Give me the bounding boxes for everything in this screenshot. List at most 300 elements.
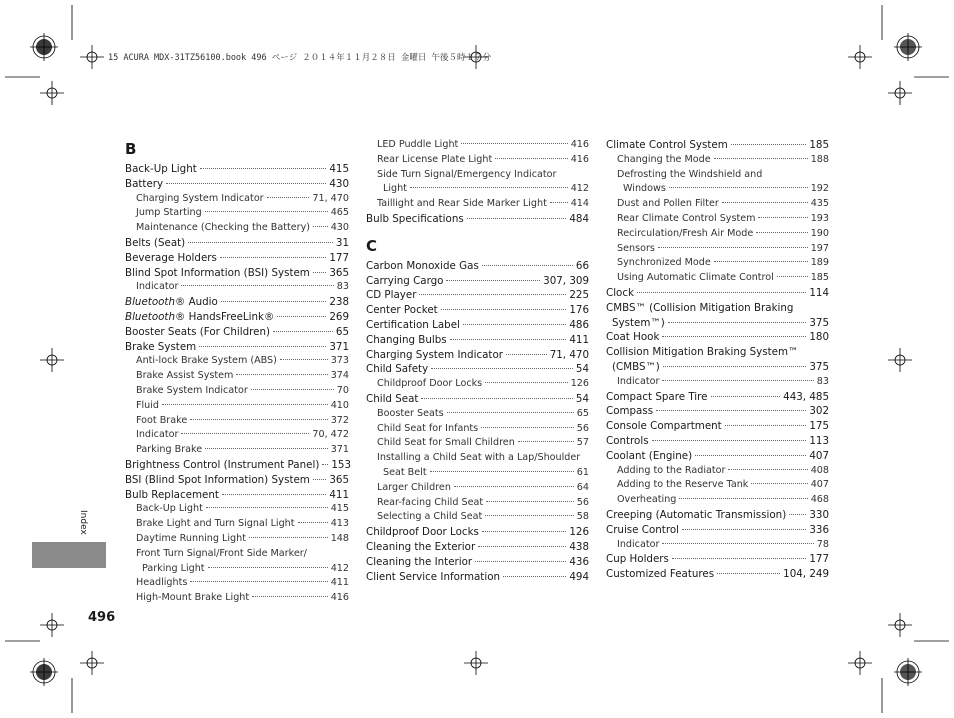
page-reference[interactable]: 302	[809, 405, 829, 418]
entry-term: Collision Mitigation Braking System™	[606, 346, 799, 359]
leader-dots	[481, 427, 574, 428]
leader-dots	[482, 265, 573, 266]
side-tab-label: Index	[78, 510, 88, 535]
entry-term: (CMBS™)	[612, 360, 660, 373]
entry-term-italic: Bluetooth	[125, 310, 175, 323]
section-letter: B	[125, 140, 137, 158]
entry-term: Indicator	[136, 429, 179, 441]
page-reference[interactable]: 468	[810, 494, 829, 506]
entry-term: Headlights	[136, 577, 188, 589]
index-entry[interactable]	[606, 419, 829, 434]
leader-dots	[506, 354, 547, 355]
page-reference[interactable]: 414	[570, 198, 589, 210]
leader-dots	[495, 158, 567, 159]
page-reference[interactable]: 71, 470	[312, 192, 349, 204]
entry-term: Childproof Door Locks	[366, 526, 479, 539]
page-reference[interactable]: 238	[329, 296, 349, 309]
leader-dots	[668, 322, 807, 323]
page-reference[interactable]: 70	[336, 384, 349, 396]
page-reference[interactable]: 443, 485	[783, 390, 829, 403]
entry-term: Console Compartment	[606, 420, 722, 433]
entry-term: Carbon Monoxide Gas	[366, 259, 479, 272]
page-reference[interactable]: 185	[810, 272, 829, 284]
entry-term: Carrying Cargo	[366, 274, 444, 287]
entry-term: Recirculation/Fresh Air Mode	[617, 227, 754, 239]
entry-term: Back-Up Light	[136, 503, 203, 515]
index-subentry[interactable]	[125, 428, 349, 443]
page-reference[interactable]: 412	[330, 562, 349, 574]
index-entry[interactable]	[606, 138, 829, 153]
page-reference[interactable]: 411	[330, 577, 349, 589]
section-letter: C	[366, 236, 378, 255]
page-reference[interactable]: 56	[576, 496, 589, 508]
index-entry[interactable]	[606, 390, 829, 405]
page-reference[interactable]: 148	[330, 532, 349, 544]
page-reference[interactable]: 180	[809, 331, 829, 344]
entry-term: Overheating	[617, 494, 677, 506]
page-reference[interactable]: 438	[569, 540, 589, 553]
page-reference[interactable]: 365	[329, 473, 349, 486]
index-subentry[interactable]	[606, 168, 829, 183]
page-reference[interactable]: 407	[809, 449, 829, 462]
page-reference[interactable]: 177	[809, 553, 829, 566]
leader-dots	[756, 232, 807, 233]
page-reference[interactable]: 192	[810, 183, 829, 195]
leader-dots	[637, 292, 806, 293]
index-entry[interactable]	[125, 251, 349, 266]
index-entry[interactable]	[606, 360, 829, 375]
index-entry[interactable]	[366, 318, 589, 333]
index-subentry[interactable]	[125, 576, 349, 591]
index-entry[interactable]	[606, 523, 829, 538]
page-reference[interactable]: 188	[810, 153, 829, 165]
page-reference[interactable]: 83	[816, 375, 829, 387]
index-entry[interactable]	[125, 310, 349, 325]
page-reference[interactable]: 269	[329, 310, 349, 323]
entry-term: Cup Holders	[606, 553, 669, 566]
index-subentry[interactable]	[125, 532, 349, 547]
page-reference[interactable]: 416	[570, 153, 589, 165]
entry-term: Controls	[606, 434, 649, 447]
page-reference[interactable]: 465	[330, 207, 349, 219]
leader-dots	[322, 464, 328, 465]
page-reference[interactable]: 175	[809, 420, 829, 433]
leader-dots	[199, 346, 326, 347]
page-reference[interactable]: 189	[810, 257, 829, 269]
entry-term: Jump Starting	[136, 207, 202, 219]
index-entry[interactable]	[366, 525, 589, 540]
index-entry[interactable]	[125, 236, 349, 251]
entry-term: BSI (Blind Spot Information) System	[125, 473, 310, 486]
leader-dots	[679, 498, 807, 499]
page-reference[interactable]: 193	[810, 212, 829, 224]
leader-dots	[503, 576, 566, 577]
page-reference[interactable]: 365	[329, 266, 349, 279]
page-reference[interactable]: 375	[809, 316, 829, 329]
index-subentry[interactable]	[606, 242, 829, 257]
index-entry[interactable]	[125, 295, 349, 310]
leader-dots	[518, 441, 574, 442]
index-subentry[interactable]	[366, 407, 589, 422]
index-entry[interactable]	[606, 552, 829, 567]
registration-mark-top-right	[894, 33, 922, 61]
index-subentry[interactable]	[125, 206, 349, 221]
leader-dots	[461, 143, 567, 144]
leader-dots	[252, 596, 328, 597]
index-subentry[interactable]	[125, 443, 349, 458]
leader-dots	[454, 486, 574, 487]
entry-term: Synchronized Mode	[617, 257, 711, 269]
page-reference[interactable]: 413	[330, 518, 349, 530]
entry-term: Installing a Child Seat with a Lap/Shoulder	[377, 452, 581, 464]
entry-term: Battery	[125, 177, 164, 190]
entry-term: Foot Brake	[136, 414, 188, 426]
page-reference[interactable]: 225	[569, 289, 589, 302]
entry-term: Fluid	[136, 399, 160, 411]
index-entry[interactable]	[125, 162, 349, 177]
page-reference[interactable]: 70, 472	[312, 429, 349, 441]
page-reference[interactable]: 54	[575, 392, 589, 405]
index-subentry[interactable]	[125, 517, 349, 532]
entry-term: Anti-lock Brake System (ABS)	[136, 355, 277, 367]
index-entry[interactable]	[606, 449, 829, 464]
entry-term: Cleaning the Interior	[366, 555, 473, 568]
entry-term: System™)	[612, 316, 665, 329]
leader-dots	[475, 561, 566, 562]
index-entry[interactable]	[606, 404, 829, 419]
index-subentry[interactable]	[606, 212, 829, 227]
index-entry[interactable]	[606, 508, 829, 523]
entry-term: Selecting a Child Seat	[377, 511, 483, 523]
leader-dots	[190, 419, 327, 420]
index-subentry[interactable]	[125, 354, 349, 369]
page-reference[interactable]: 408	[810, 464, 829, 476]
index-subentry[interactable]	[606, 464, 829, 479]
page-reference[interactable]: 197	[810, 242, 829, 254]
entry-term: Defrosting the Windshield and	[617, 168, 763, 180]
page-reference[interactable]: 104, 249	[783, 568, 829, 581]
entry-term: Booster Seats	[377, 407, 444, 419]
entry-term: Larger Children	[377, 481, 451, 493]
index-subentry[interactable]	[366, 510, 589, 525]
page-reference[interactable]: 190	[810, 227, 829, 239]
page-reference[interactable]: 430	[330, 222, 349, 234]
index-entry[interactable]	[366, 212, 589, 227]
index-entry[interactable]	[606, 345, 829, 360]
entry-term-rest: ® Audio	[175, 296, 218, 309]
index-entry[interactable]	[366, 555, 589, 570]
page-reference[interactable]: 415	[330, 503, 349, 515]
index-subentry[interactable]	[606, 493, 829, 508]
entry-term: Bulb Replacement	[125, 488, 219, 501]
entry-term: Bulb Specifications	[366, 212, 464, 225]
page-reference[interactable]: 114	[809, 286, 829, 299]
index-subentry[interactable]	[366, 496, 589, 511]
index-entry[interactable]	[606, 330, 829, 345]
leader-dots	[714, 261, 808, 262]
entry-term: Windows	[623, 183, 666, 195]
index-entry[interactable]	[125, 488, 349, 503]
index-subentry[interactable]	[606, 375, 829, 390]
index-entry[interactable]	[366, 259, 589, 274]
entry-term: Back-Up Light	[125, 163, 197, 175]
index-entry[interactable]	[606, 316, 829, 331]
entry-term: CD Player	[366, 289, 417, 302]
entry-term: Dust and Pollen Filter	[617, 198, 719, 210]
registration-mark-bottom-right	[894, 658, 922, 686]
entry-term: Side Turn Signal/Emergency Indicator	[377, 168, 557, 180]
entry-term: Indicator	[617, 538, 660, 550]
index-subentry[interactable]	[606, 271, 829, 286]
page-reference[interactable]: 435	[810, 198, 829, 210]
entry-term: Creeping (Automatic Transmission)	[606, 508, 787, 521]
index-entry[interactable]	[366, 570, 589, 585]
index-subentry[interactable]	[125, 547, 349, 562]
index-subentry[interactable]	[366, 422, 589, 437]
page-reference[interactable]: 54	[575, 363, 589, 376]
entry-term: Client Service Information	[366, 570, 501, 583]
page-reference[interactable]: 57	[576, 437, 589, 449]
page-reference[interactable]: 416	[570, 139, 589, 150]
index-subentry[interactable]	[125, 591, 349, 606]
page-reference[interactable]: 416	[330, 592, 349, 604]
leader-dots	[663, 366, 807, 367]
leader-dots	[181, 285, 333, 286]
page-reference[interactable]: 330	[809, 508, 829, 521]
index-subentry[interactable]	[125, 414, 349, 429]
entry-term: Using Automatic Climate Control	[617, 272, 774, 284]
leader-dots	[410, 187, 568, 188]
index-entry[interactable]	[366, 392, 589, 407]
page-reference[interactable]: 407	[810, 479, 829, 491]
entry-term: Adding to the Radiator	[617, 464, 726, 476]
leader-dots	[166, 183, 326, 184]
leader-dots	[267, 197, 310, 198]
index-subentry[interactable]	[366, 182, 589, 197]
index-subentry[interactable]	[125, 221, 349, 236]
leader-dots	[249, 537, 328, 538]
index-subentry[interactable]	[366, 168, 589, 183]
page-reference[interactable]: 58	[576, 511, 589, 523]
page-reference[interactable]: 374	[330, 370, 349, 382]
page-reference[interactable]: 494	[569, 570, 589, 583]
entry-term: High-Mount Brake Light	[136, 592, 250, 604]
page-reference[interactable]: 65	[576, 407, 589, 419]
leader-dots	[441, 309, 567, 310]
page-reference[interactable]: 371	[329, 340, 349, 353]
entry-term: Brake System	[125, 340, 197, 353]
entry-term: Parking Brake	[136, 444, 203, 456]
entry-term: Changing the Mode	[617, 153, 711, 165]
index-entry[interactable]	[606, 434, 829, 449]
index-entry[interactable]	[366, 303, 589, 318]
leader-dots	[777, 276, 808, 277]
page-reference[interactable]: 372	[330, 414, 349, 426]
entry-term: Cleaning the Exterior	[366, 540, 476, 553]
index-entry[interactable]	[606, 301, 829, 316]
entry-term: Climate Control System	[606, 139, 728, 151]
leader-dots	[446, 280, 540, 281]
page-reference[interactable]: 177	[329, 251, 349, 264]
page-reference[interactable]: 430	[329, 177, 349, 190]
page-reference[interactable]: 64	[576, 481, 589, 493]
entry-term: Rear Climate Control System	[617, 212, 756, 224]
page-reference[interactable]: 126	[570, 378, 589, 390]
index-subentry[interactable]	[606, 227, 829, 242]
leader-dots	[669, 187, 808, 188]
page-reference[interactable]: 410	[330, 399, 349, 411]
leader-dots	[722, 202, 808, 203]
index-entry[interactable]	[366, 288, 589, 303]
page-reference[interactable]: 176	[569, 304, 589, 317]
index-subentry[interactable]	[366, 436, 589, 451]
index-entry[interactable]	[125, 340, 349, 355]
page-reference[interactable]: 371	[330, 444, 349, 456]
page-reference[interactable]: 71, 470	[549, 348, 589, 361]
leader-dots	[421, 398, 572, 399]
entry-term: Beverage Holders	[125, 251, 217, 264]
leader-dots	[222, 494, 326, 495]
entry-term	[125, 310, 274, 325]
index-subentry[interactable]	[606, 538, 829, 553]
entry-term: Adding to the Reserve Tank	[617, 479, 749, 491]
index-entry[interactable]	[125, 473, 349, 488]
index-subentry[interactable]	[125, 399, 349, 414]
entry-term: Maintenance (Checking the Battery)	[136, 222, 311, 234]
entry-term: Belts (Seat)	[125, 236, 186, 249]
index-subentry[interactable]	[606, 153, 829, 168]
leader-dots	[205, 448, 328, 449]
index-entry[interactable]	[606, 567, 829, 582]
index-entry[interactable]	[366, 348, 589, 363]
entry-term: Indicator	[136, 281, 179, 293]
page-reference[interactable]: 375	[809, 360, 829, 373]
page-reference[interactable]: 411	[329, 488, 349, 501]
index-subentry[interactable]	[366, 197, 589, 212]
page-reference[interactable]: 415	[329, 163, 349, 175]
page-reference[interactable]: 153	[331, 458, 352, 471]
index-entry[interactable]	[366, 274, 589, 289]
page-reference[interactable]: 56	[576, 422, 589, 434]
index-column-1	[125, 138, 352, 606]
leader-dots	[714, 158, 808, 159]
index-entry[interactable]	[125, 266, 349, 281]
index-subentry[interactable]	[125, 384, 349, 399]
index-tab-marker	[32, 542, 106, 568]
entry-term: Daytime Running Light	[136, 532, 246, 544]
index-entry[interactable]	[125, 325, 349, 340]
leader-dots	[188, 242, 333, 243]
index-subentry[interactable]	[366, 138, 589, 153]
index-subentry[interactable]	[125, 192, 349, 207]
index-subentry[interactable]	[366, 481, 589, 496]
index-entry[interactable]	[606, 286, 829, 301]
index-subentry[interactable]	[606, 478, 829, 493]
page-reference[interactable]: 484	[569, 212, 589, 225]
entry-term: LED Puddle Light	[377, 139, 459, 150]
leader-dots	[251, 389, 334, 390]
entry-term: CMBS™ (Collision Mitigation Braking	[606, 301, 794, 314]
index-entry[interactable]	[366, 540, 589, 555]
leader-dots	[419, 294, 566, 295]
page-reference[interactable]: 65	[335, 325, 349, 338]
leader-dots	[280, 359, 328, 360]
entry-term: Childproof Door Locks	[377, 378, 483, 390]
page-reference[interactable]: 78	[816, 538, 829, 550]
entry-term: Parking Light	[142, 562, 205, 574]
leader-dots	[485, 515, 573, 516]
index-subentry[interactable]	[125, 369, 349, 384]
index-subentry[interactable]	[125, 502, 349, 517]
entry-term: Blind Spot Information (BSI) System	[125, 266, 310, 279]
entry-term: Coat Hook	[606, 331, 660, 344]
index-entry[interactable]	[366, 362, 589, 377]
index-subentry[interactable]	[125, 562, 349, 577]
index-entry[interactable]	[125, 177, 349, 192]
page-reference[interactable]: 185	[809, 139, 829, 151]
entry-term: Sensors	[617, 242, 655, 254]
index-subentry[interactable]	[606, 182, 829, 197]
leader-dots	[662, 380, 813, 381]
page-reference[interactable]: 307, 309	[543, 274, 589, 287]
leader-dots	[728, 469, 807, 470]
leader-dots	[220, 257, 326, 258]
page-reference[interactable]: 61	[576, 466, 589, 478]
leader-dots	[485, 382, 568, 383]
index-subentry[interactable]	[366, 377, 589, 392]
page-reference[interactable]: 486	[569, 318, 589, 331]
leader-dots	[656, 410, 806, 411]
leader-dots	[467, 218, 567, 219]
leader-dots	[190, 581, 327, 582]
index-subentry[interactable]	[366, 451, 589, 466]
page-reference[interactable]: 113	[809, 434, 829, 447]
page-reference[interactable]: 66	[575, 259, 589, 272]
page-reference[interactable]: 411	[569, 333, 589, 346]
page-reference[interactable]: 436	[569, 555, 589, 568]
index-subentry[interactable]	[606, 197, 829, 212]
leader-dots	[662, 336, 806, 337]
entry-term: Compact Spare Tire	[606, 390, 708, 403]
entry-term: Light	[383, 183, 407, 195]
leader-dots	[313, 479, 327, 480]
index-subentry[interactable]	[125, 280, 349, 295]
page-reference[interactable]: 83	[336, 281, 349, 293]
leader-dots	[431, 368, 573, 369]
leader-dots	[717, 573, 780, 574]
page-reference[interactable]: 126	[569, 526, 589, 539]
page-reference[interactable]: 336	[809, 523, 829, 536]
leader-dots	[277, 316, 326, 317]
page-reference[interactable]: 31	[335, 236, 349, 249]
page-reference[interactable]: 373	[330, 355, 349, 367]
entry-term: Customized Features	[606, 568, 715, 581]
index-entry[interactable]	[125, 458, 352, 473]
entry-term: Certification Label	[366, 318, 460, 331]
index-subentry[interactable]	[366, 153, 589, 168]
leader-dots	[313, 226, 328, 227]
index-subentry[interactable]	[606, 256, 829, 271]
leader-dots	[550, 202, 568, 203]
index-subentry[interactable]	[366, 466, 589, 481]
entry-term: Child Seat for Infants	[377, 422, 479, 434]
page-reference[interactable]: 412	[570, 183, 589, 195]
index-entry[interactable]	[366, 333, 589, 348]
entry-term: Booster Seats (For Children)	[125, 325, 271, 338]
leader-dots	[695, 455, 806, 456]
entry-term: Center Pocket	[366, 304, 438, 317]
entry-term: Indicator	[617, 375, 660, 387]
